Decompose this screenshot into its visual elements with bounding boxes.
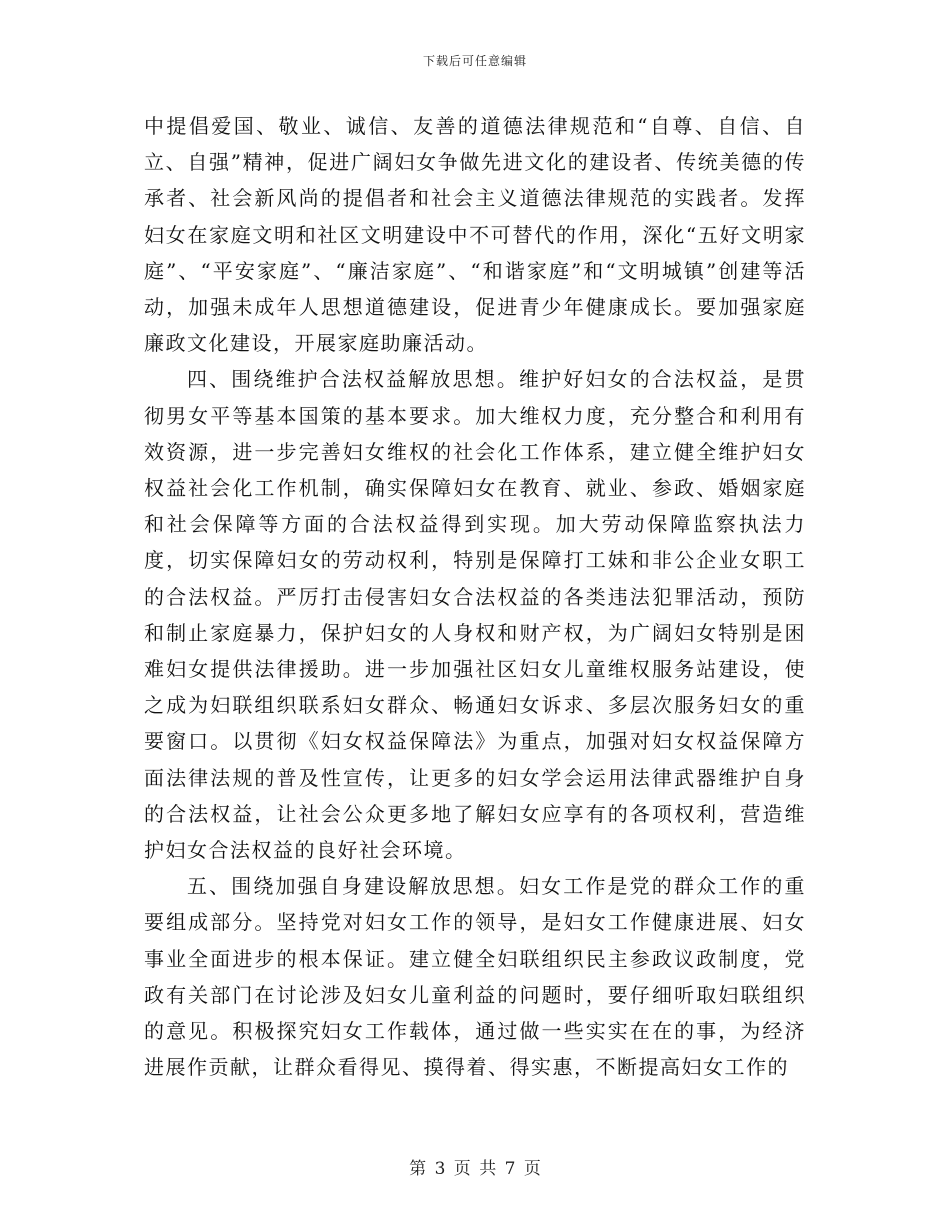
paragraph-section-four: 四、围绕维护合法权益解放思想。维护好妇女的合法权益，是贯彻男女平等基本国策的基本要求。加大维权力度，充分整合和利用有效资源，进一步完善妇女维权的社会化工作体系，建立健全维护妇女权益社会化工作机制，确实保障妇女在教育、就业、参政、婚姻家庭和社会保障等方面的合法权益得到实现。加大劳动保障监察执法力度，切实保障妇女的劳动权利，特别是保障打工妹和非公企业女职工的合法权益。严厉打击侵害妇女合法权益的各类违法犯罪活动，预防和制止家庭暴力，保护妇女的人身权和财产权，为广阔妇女特别是困难妇女提供法律援助。进一步加强社区妇女儿童维权服务站建设，使之成为妇联组织联系妇女群众、畅通妇女诉求、多层次服务妇女的重要窗口。以贯彻《妇女权益保障法》为重点，加强对妇女权益保障方面法律法规的普及性宣传，让更多的妇女学会运用法律武器维护自身的合法权益，让社会公众更多地了解妇女应享有的各项权利，营造维护妇女合法权益的良好社会环境。 — [144, 367, 806, 863]
paragraph-section-five: 五、围绕加强自身建设解放思想。妇女工作是党的群众工作的重要组成部分。坚持党对妇女工作的领导，是妇女工作健康进展、妇女事业全面进步的根本保证。建立健全妇联组织民主参政议政制度，党政有关部门在讨论涉及妇女儿童利益的问题时，要仔细听取妇联组织的意见。积极探究妇女工作载体，通过做一些实实在在的事，为经济进展作贡献，让群众看得见、摸得着、得实惠，不断提高妇女工作的 — [144, 874, 806, 1080]
page-number-footer: 第 3 页 共 7 页 — [409, 1159, 541, 1179]
page-header: 下载后可任意编辑 — [422, 54, 527, 68]
paragraph-continuation: 中提倡爱国、敬业、诚信、友善的道德法律规范和“自尊、自信、自立、自强”精神，促进广阔妇女争做先进文化的建设者、传统美德的传承者、社会新风尚的提倡者和社会主义道德法律规范的实践者。发挥妇女在家庭文明和社区文明建设中不可替代的作用，深化“五好文明家庭”、“平安家庭”、“廉洁家庭”、“和谐家庭”和“文明城镇”创建等活动，加强未成年人思想道德建设，促进青少年健康成长。要加强家庭廉政文化建设，开展家庭助廉活动。 — [144, 114, 806, 356]
document-body — [144, 108, 806, 1085]
